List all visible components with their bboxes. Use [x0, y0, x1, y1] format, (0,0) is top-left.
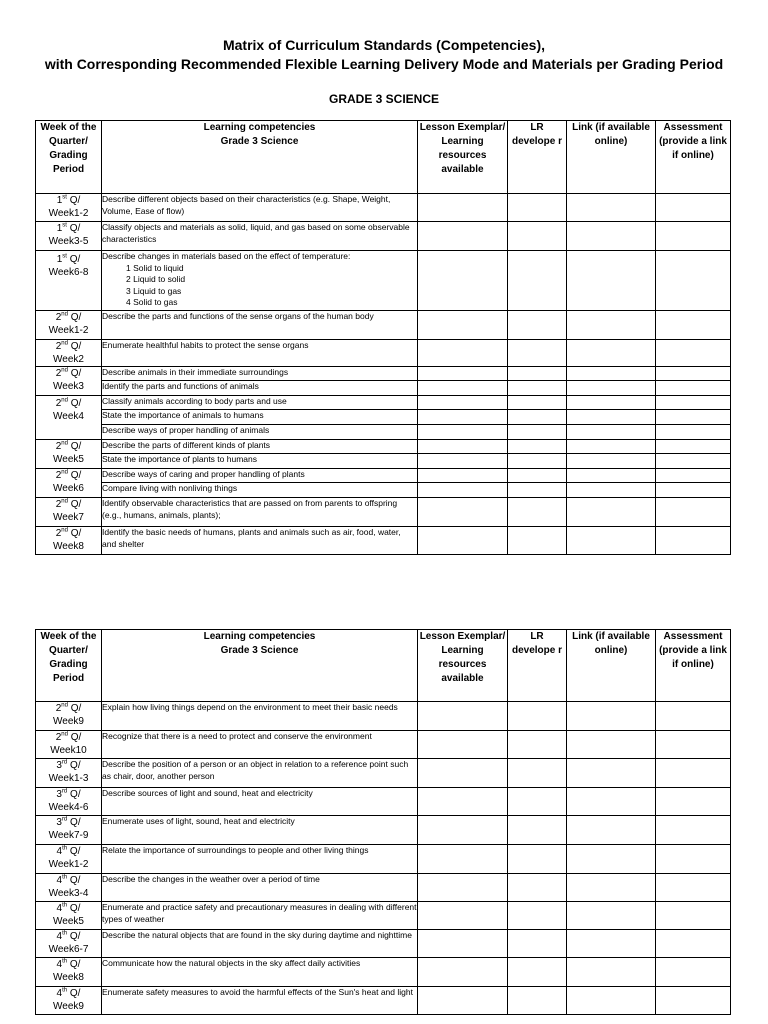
table-row — [36, 874, 731, 902]
week-cell: 2nd Q/ Week7 — [36, 498, 102, 527]
competency-cell: Describe the parts of different kinds of plants — [102, 440, 418, 454]
table-row — [36, 367, 731, 381]
table-row — [36, 788, 731, 816]
competency-cell: Classify animals according to body parts and use — [102, 396, 418, 410]
table-row — [36, 902, 731, 930]
competency-cell: Compare living with nonliving things — [102, 483, 418, 498]
week-cell: 2nd Q/ Week9 — [36, 702, 102, 731]
week-cell: 2nd Q/ Week2 — [36, 340, 102, 367]
header-link: Link (if available online) — [567, 630, 656, 702]
competency-cell: Describe the parts and functions of the sense organs of the human body — [102, 311, 418, 340]
competency-cell: Enumerate healthful habits to protect the sense organs — [102, 340, 418, 367]
table-header-row — [36, 121, 731, 194]
week-cell: 2nd Q/ Week8 — [36, 527, 102, 555]
table-row — [36, 527, 731, 555]
header-lesson-exemplar: Lesson Exemplar/ Learning resources available — [418, 121, 508, 194]
week-cell: 2nd Q/ Week4 — [36, 396, 102, 440]
competency-cell: Describe the position of a person or an object in relation to a reference point such as chair, door, another person — [102, 759, 418, 788]
week-cell: 3rd Q/ Week4-6 — [36, 788, 102, 816]
document-subtitle: GRADE 3 SCIENCE — [328, 92, 440, 106]
table-row — [36, 958, 731, 987]
table-row — [36, 731, 731, 759]
table-row — [36, 194, 731, 222]
table-row — [36, 440, 731, 454]
table-row — [36, 469, 731, 483]
competency-cell: Describe ways of proper handling of animals — [102, 425, 418, 440]
table-row — [36, 987, 731, 1015]
header-assessment: Assessment (provide a link if online) — [656, 121, 731, 194]
week-cell: 2nd Q/ Week10 — [36, 731, 102, 759]
header-lesson-exemplar: Lesson Exemplar/ Learning resources available — [418, 630, 508, 702]
table-row — [36, 702, 731, 731]
table-row — [36, 251, 731, 311]
competency-cell: Identify the parts and functions of animals — [102, 381, 418, 396]
header-week: Week of the Quarter/ Grading Period — [36, 121, 102, 194]
competency-cell: State the importance of animals to humans — [102, 410, 418, 425]
week-cell: 2nd Q/ Week6 — [36, 469, 102, 498]
table-row — [36, 340, 731, 367]
competency-cell: Explain how living things depend on the environment to meet their basic needs — [102, 702, 418, 731]
competency-cell: Enumerate uses of light, sound, heat and electricity — [102, 816, 418, 845]
table-row — [36, 425, 731, 440]
week-cell: 3rd Q/ Week1-3 — [36, 759, 102, 788]
competency-cell: Enumerate and practice safety and precautionary measures in dealing with different types of weather — [102, 902, 418, 930]
header-lr-developer: LR develope r — [508, 630, 567, 702]
table-row — [36, 816, 731, 845]
week-cell: 1st Q/ Week1-2 — [36, 194, 102, 222]
competency-cell: Describe changes in materials based on the effect of temperature: 1 Solid to liquid 2 Liquid to solid 3 Liquid to gas 4 Solid to gas — [102, 251, 418, 311]
competency-cell: Enumerate safety measures to avoid the harmful effects of the Sun's heat and light — [102, 987, 418, 1015]
table-row — [36, 222, 731, 251]
week-cell: 2nd Q/ Week1-2 — [36, 311, 102, 340]
table-row — [36, 396, 731, 410]
header-competencies: Learning competencies Grade 3 Science — [102, 121, 418, 194]
header-assessment: Assessment (provide a link if online) — [656, 630, 731, 702]
competency-cell: Classify objects and materials as solid, liquid, and gas based on some observable characteristics — [102, 222, 418, 251]
competency-cell: Describe ways of caring and proper handling of plants — [102, 469, 418, 483]
competency-table-1 — [35, 120, 731, 555]
week-cell: 4th Q/ Week6-7 — [36, 930, 102, 958]
competency-cell: Recognize that there is a need to protect and conserve the environment — [102, 731, 418, 759]
competency-cell: Describe animals in their immediate surroundings — [102, 367, 418, 381]
week-cell: 1st Q/ Week6-8 — [36, 251, 102, 311]
competency-cell: Describe different objects based on their characteristics (e.g. Shape, Weight, Volume, Ease of flow) — [102, 194, 418, 222]
header-lr-developer: LR develope r — [508, 121, 567, 194]
header-link: Link (if available online) — [567, 121, 656, 194]
week-cell: 1st Q/ Week3-5 — [36, 222, 102, 251]
table-row — [36, 845, 731, 874]
week-cell: 3rd Q/ Week7-9 — [36, 816, 102, 845]
week-cell: 4th Q/ Week3-4 — [36, 874, 102, 902]
competency-cell: Describe the natural objects that are found in the sky during daytime and nighttime — [102, 930, 418, 958]
week-cell: 4th Q/ Week1-2 — [36, 845, 102, 874]
document-title-line2: with Corresponding Recommended Flexible Learning Delivery Mode and Materials per Grading Period — [44, 56, 724, 72]
week-cell: 4th Q/ Week9 — [36, 987, 102, 1015]
table-row — [36, 498, 731, 527]
table-row — [36, 483, 731, 498]
week-cell: 2nd Q/ Week5 — [36, 440, 102, 469]
competency-cell: Describe sources of light and sound, heat and electricity — [102, 788, 418, 816]
table-row — [36, 930, 731, 958]
competency-cell: State the importance of plants to humans — [102, 454, 418, 469]
table-row — [36, 311, 731, 340]
competency-cell: Identify observable characteristics that are passed on from parents to offspring (e.g., humans, animals, plants); — [102, 498, 418, 527]
competency-cell: Describe the changes in the weather over a period of time — [102, 874, 418, 902]
header-week: Week of the Quarter/ Grading Period — [36, 630, 102, 702]
table-header-row — [36, 630, 731, 702]
competency-cell: Identify the basic needs of humans, plants and animals such as air, food, water, and shelter — [102, 527, 418, 555]
week-cell: 4th Q/ Week8 — [36, 958, 102, 987]
table-row — [36, 454, 731, 469]
table-row — [36, 759, 731, 788]
week-cell: 2nd Q/ Week3 — [36, 367, 102, 396]
table-row — [36, 381, 731, 396]
competency-cell: Communicate how the natural objects in the sky affect daily activities — [102, 958, 418, 987]
header-competencies: Learning competencies Grade 3 Science — [102, 630, 418, 702]
week-cell: 4th Q/ Week5 — [36, 902, 102, 930]
document-title-line1: Matrix of Curriculum Standards (Competencies), — [222, 37, 546, 53]
competency-table-2 — [35, 629, 731, 1015]
table-row — [36, 410, 731, 425]
competency-cell: Relate the importance of surroundings to people and other living things — [102, 845, 418, 874]
